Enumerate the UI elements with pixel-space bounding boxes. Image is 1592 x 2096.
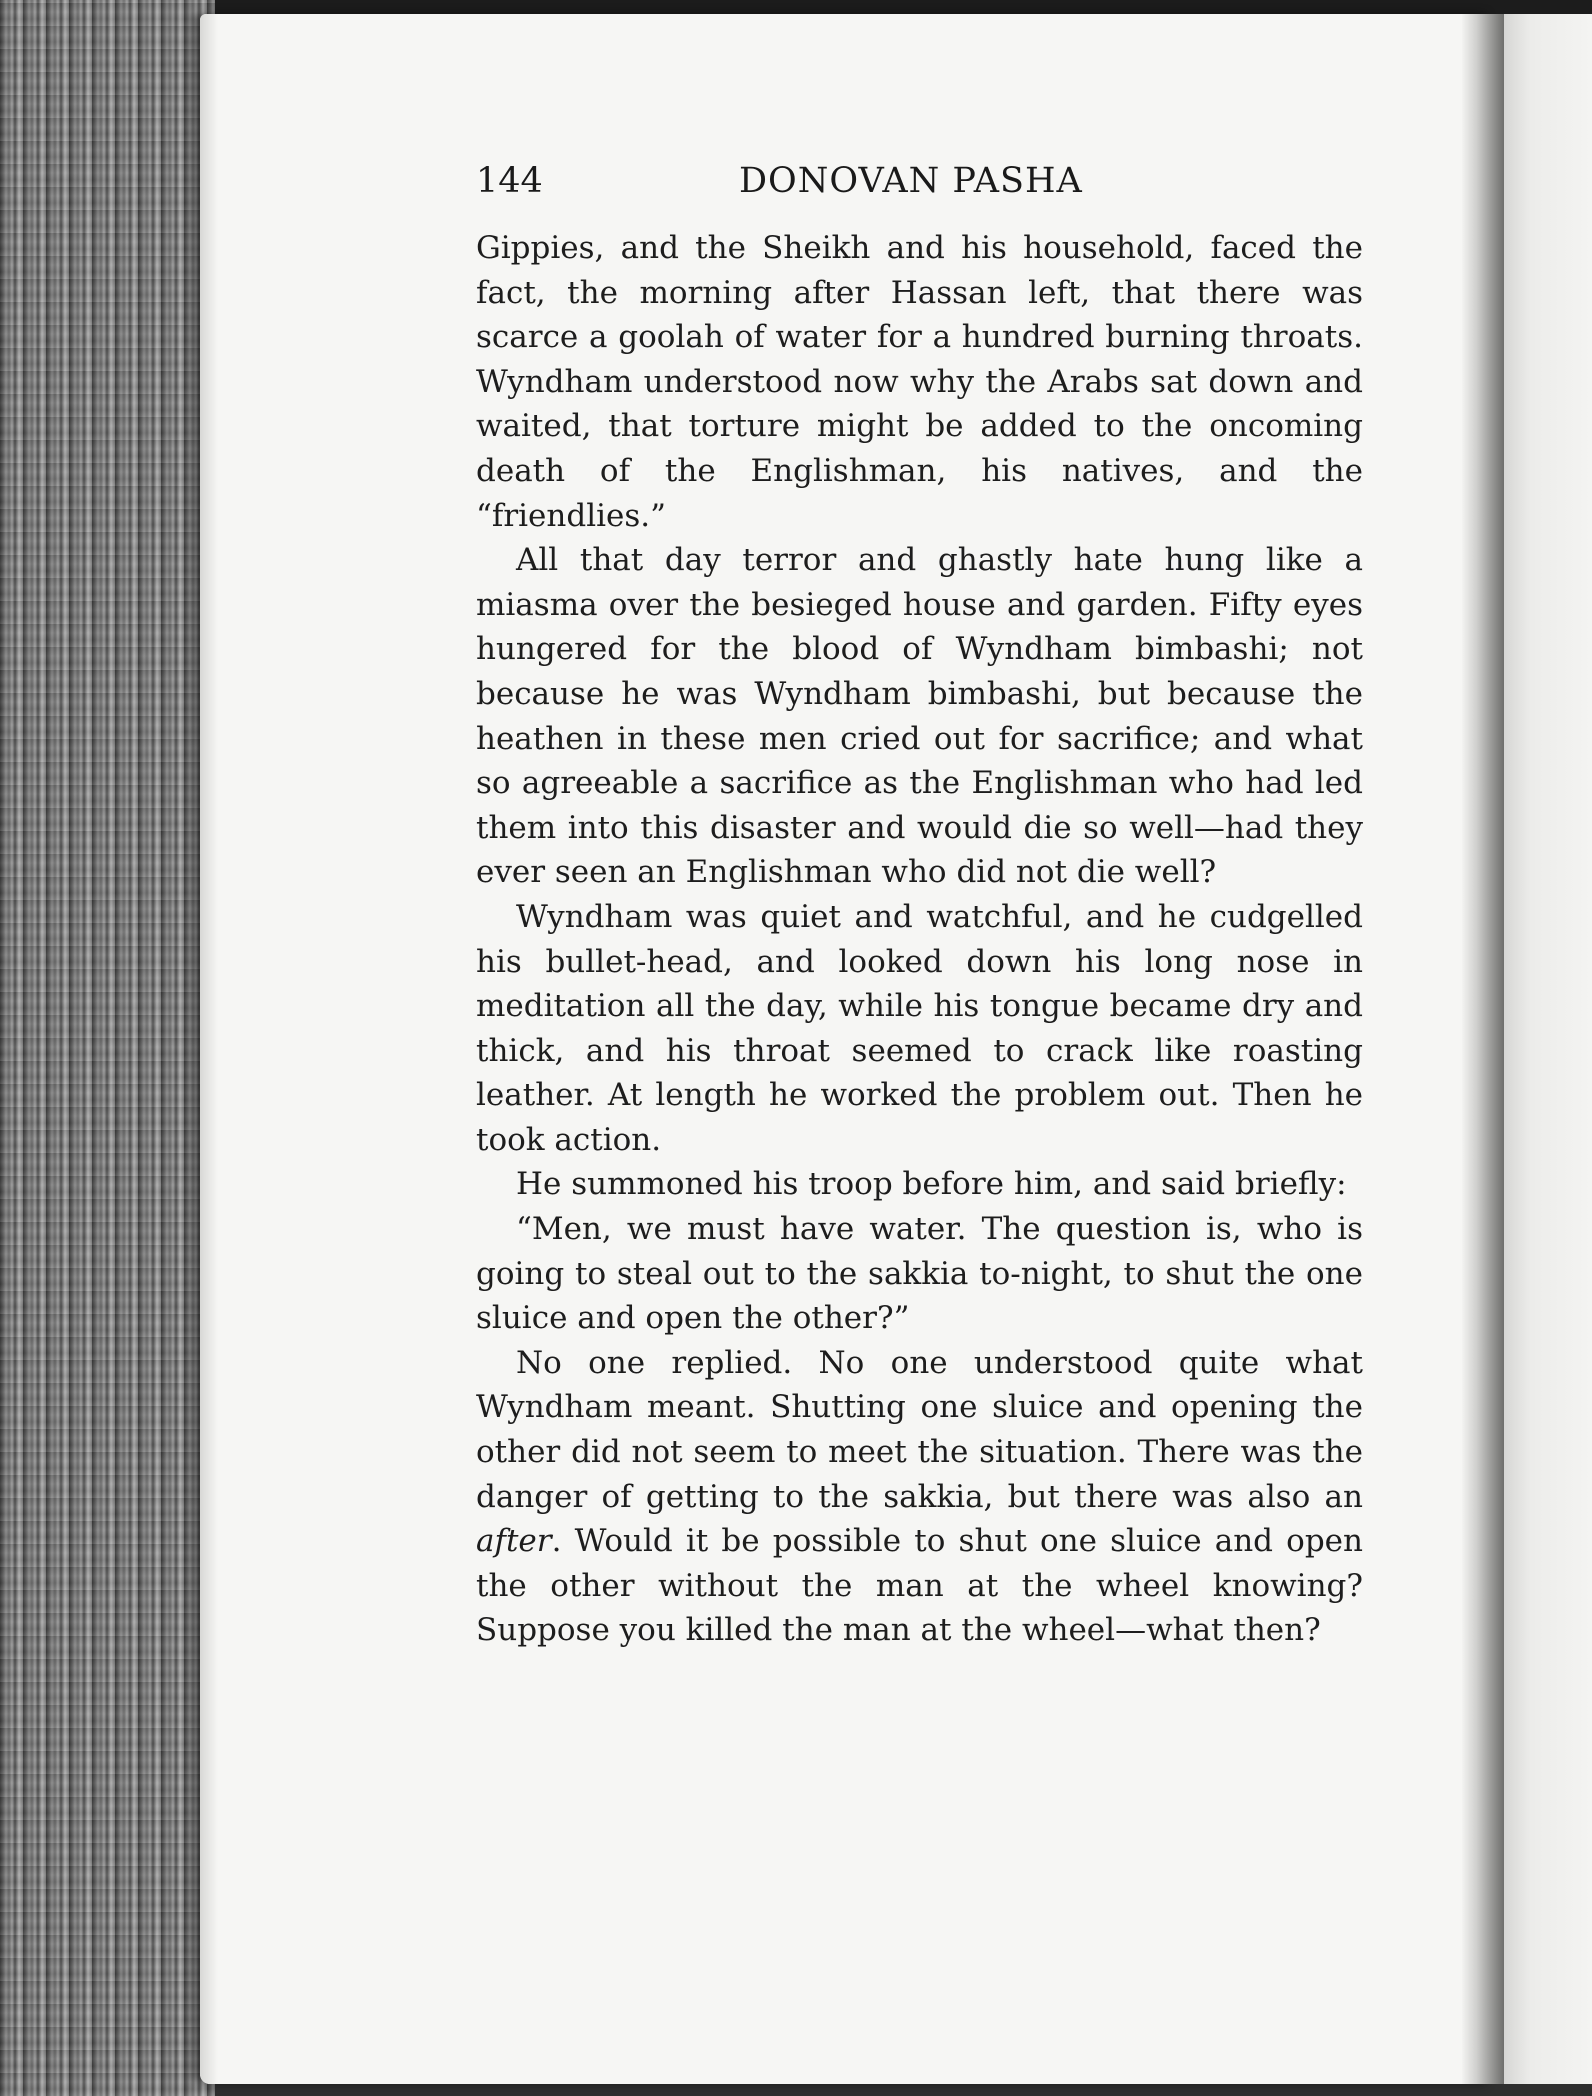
- next-page-edge: [1504, 14, 1592, 2084]
- left-page-stack: [0, 0, 215, 2096]
- paragraph-terror: All that day terror and ghastly hate hung like a miasma over the besieged house and garden. Fifty eyes hungered for the blood of Wyndham bimbashi; not because he was Wyndham bimbashi, but because the heathen in these men cried out for sacrifice; and what so agreeable a sacrifice as the Englishman who had led them into this disaster and would die so well—had they ever seen an Englishman who did not die well?: [476, 542, 1363, 891]
- italic-word: after: [476, 1523, 552, 1560]
- text-run: . Would it be possible to shut one sluice and open the other without the man at the wheel knowing? Suppose you killed the man at the wheel—what then?: [476, 1523, 1363, 1649]
- paragraph-no-one-replied: [476, 1341, 1363, 1653]
- page-inner-edge: [200, 14, 218, 2084]
- paragraph-continued: Gippies, and the Sheikh and his household, faced the fact, the morning after Hassan left, that there was scarce a goolah of water for a hundred burning throats. Wyndham understood now why the Arabs sat down and waited, that torture might be added to the oncoming death of the Englishman, his natives, and the “friendlies.”: [476, 230, 1363, 534]
- running-head: [476, 158, 1376, 204]
- text-run: No one replied. No one understood quite what Wyndham meant. Shutting one sluice and opening the other did not seem to meet the situation. There was the danger of getting to the sakkia, but there was also an: [476, 1344, 1363, 1515]
- paragraph-summoned: He summoned his troop before him, and said briefly:: [516, 1166, 1347, 1203]
- page-number: 144: [476, 161, 543, 201]
- body-text: [476, 226, 1363, 1653]
- running-title: DONOVAN PASHA: [739, 161, 1083, 201]
- right-gutter-shadow: [1462, 14, 1504, 2084]
- paragraph-dialogue-water: “Men, we must have water. The question is, who is going to steal out to the sakkia to-night, to shut the one sluice and open the other?”: [476, 1211, 1363, 1337]
- paragraph-wyndham-watchful: Wyndham was quiet and watchful, and he cudgelled his bullet-head, and looked down his long nose in meditation all the day, while his tongue became dry and thick, and his throat seemed to crack like roasting leather. At length he worked the problem out. Then he took action.: [476, 898, 1363, 1158]
